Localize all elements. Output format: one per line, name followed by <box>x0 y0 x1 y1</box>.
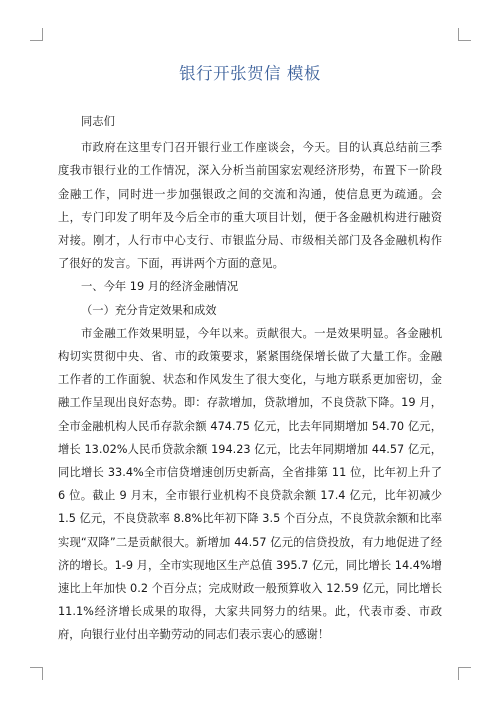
crop-mark-top-left <box>30 28 43 41</box>
greeting: 同志们 <box>81 115 115 128</box>
crop-mark-top-right <box>458 28 471 41</box>
document-title: 银行开张贺信 模板 <box>179 64 321 83</box>
crop-mark-bottom-right <box>458 667 471 680</box>
crop-mark-bottom-left <box>30 667 43 680</box>
section-heading: 一、今年 19 月的经济金融情况 <box>81 280 239 294</box>
paragraph-main: 市金融工作效果明显，今年以来。贡献很大。一是效果明显。各金融机构切实贯彻中央、省、市的政策要求，紧紧围绕保增长做了大量工作。金融工作者的工作面貌、状态和作风发生了很大变化，与地方联系更加密切，金融工作呈现出良好态势。即：存款增加，贷款增加，不良贷款下降。19 月，全市金融机构人民币存款余额 474.75 亿元，比去年同期增加 54.70 亿元，增长 13.02%人民币贷款余额 194.23 亿元，比去年同期增加 44.57 亿元，同比增长 33.4%全市信贷增速创历史新高，全省排第 11 位，比年初上升了 6 位。截止 9 月末，全市银行业机构不良贷款余额 17.4 亿元，比年初减少 1.5 亿元，不良贷款率 8.8%比年初下降 3.5 个百分点，不良贷款余额和比率实现“双降”二是贡献很大。新增加 44.57 亿元的信贷投放，有力地促进了经济的增长。1-9 月，全市实现地区生产总值 395.7 亿元，同比增长 14.4%增速比上年加快 0.2 个百分点；完成财政一般预算收入 12.59 亿元，同比增长 11.1%经济增长成果的取得，大家共同努力的结果。此，代表市委、市政府，向银行业付出辛勤劳动的同志们表示衷心的感谢！ <box>58 326 443 642</box>
subsection-heading: （一）充分肯定效果和成效 <box>81 303 217 317</box>
paragraph-intro: 市政府在这里专门召开银行业工作座谈会，今天。目的认真总结前三季度我市银行业的工作情况，深入分析当前国家宏观经济形势，布置下一阶段金融工作，同时进一步加强银政之间的交流和沟通，使信息更为疏通。会上，专门印发了明年及今后全市的重大项目计划，便于各金融机构进行融资对接。刚才，人行市中心支行、市银监分局、市级相关部门及各金融机构作了很好的发言。下面，再讲两个方面的意见。 <box>58 141 442 271</box>
document-body <box>58 110 442 647</box>
